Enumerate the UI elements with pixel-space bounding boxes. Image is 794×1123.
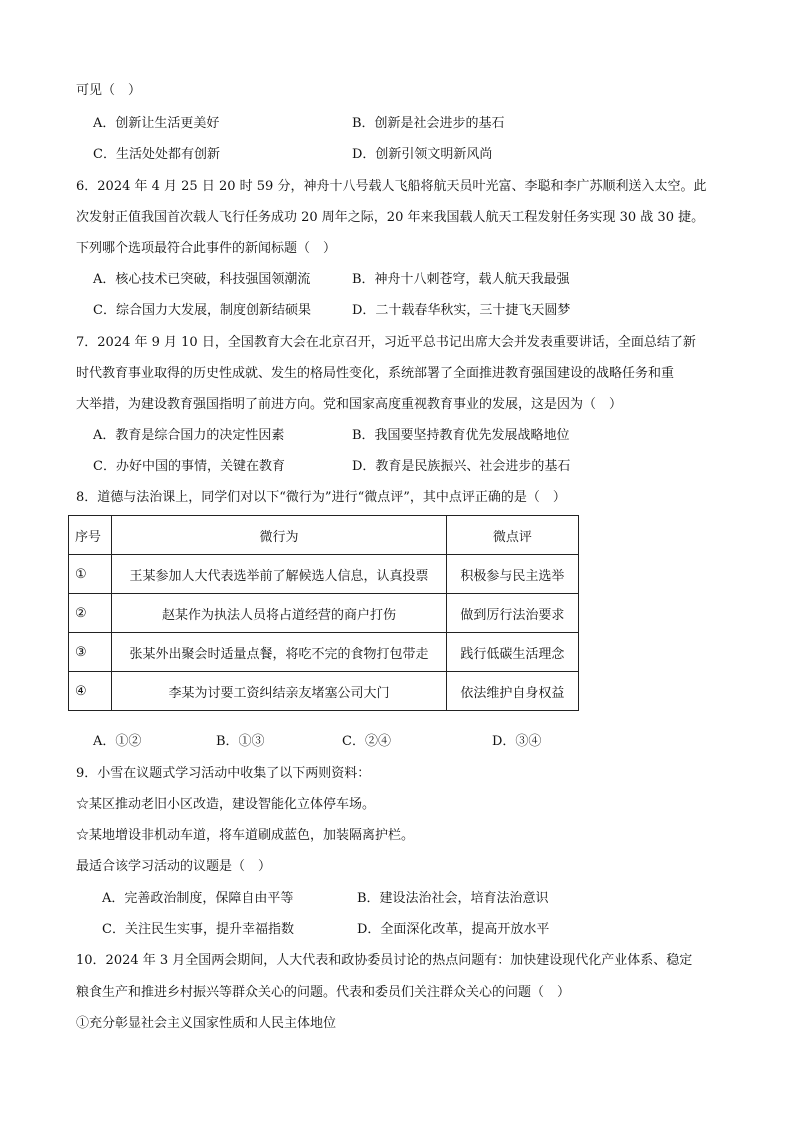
q8-option-b: B．①③: [216, 734, 265, 749]
q9-option-c: C．关注民生实事，提升幸福指数: [102, 922, 294, 937]
row-comment: 积极参与民主选举: [446, 555, 578, 594]
q7-stem-line-1: 7．2024 年 9 月 10 日，全国教育大会在北京召开，习近平总书记出席大会并发表重要讲话，全面总结了新: [76, 335, 696, 350]
row-index: ②: [69, 594, 112, 633]
header-behavior: 微行为: [112, 516, 446, 555]
q8-option-c: C．②④: [342, 734, 391, 749]
q5-option-b: B．创新是社会进步的基石: [352, 116, 505, 131]
q7-option-a: A．教育是综合国力的决定性因素: [93, 428, 285, 443]
header-index: 序号: [69, 516, 112, 555]
q9-stem-line-4: 最适合该学习活动的议题是（ ）: [76, 859, 272, 874]
q6-option-d: D．二十载春华秋实，三十捷飞天圆梦: [352, 303, 571, 318]
row-behavior: 赵某作为执法人员将占道经营的商户打伤: [112, 594, 446, 633]
row-comment: 做到厉行法治要求: [446, 594, 578, 633]
q9-option-b: B．建设法治社会，培育法治意识: [357, 891, 549, 906]
q7-option-d: D．教育是民族振兴、社会进步的基石: [352, 459, 571, 474]
row-index: ①: [69, 555, 112, 594]
q6-stem-line-2: 次发射正值我国首次载人飞行任务成功 20 周年之际，20 年来我国载人航天工程发射任务实现 30 战 30 捷。: [76, 210, 705, 225]
q7-option-b: B．我国要坚持教育优先发展战略地位: [352, 428, 570, 443]
table-row: [69, 555, 579, 594]
q8-table: [68, 515, 579, 711]
row-comment: 依法维护自身权益: [446, 672, 578, 711]
table-row: [69, 633, 579, 672]
q6-stem-line-3: 下列哪个选项最符合此事件的新闻标题（ ）: [76, 241, 337, 256]
q9-option-d: D．全面深化改革，提高开放水平: [357, 922, 550, 937]
row-behavior: 李某为讨要工资纠结亲友堵塞公司大门: [112, 672, 446, 711]
row-behavior: 王某参加人大代表选举前了解候选人信息，认真投票: [112, 555, 446, 594]
row-index: ③: [69, 633, 112, 672]
row-comment: 践行低碳生活理念: [446, 633, 578, 672]
q5-option-a: A．创新让生活更美好: [93, 116, 220, 131]
header-comment: 微点评: [446, 516, 578, 555]
q9-option-a: A．完善政治制度，保障自由平等: [102, 891, 294, 906]
q9-material-1: ☆某区推动老旧小区改造，建设智能化立体停车场。: [76, 797, 376, 812]
row-index: ④: [69, 672, 112, 711]
q10-statement-1: ①充分彰显社会主义国家性质和人民主体地位: [76, 1016, 337, 1031]
q10-stem-line-2: 粮食生产和推进乡村振兴等群众关心的问题。代表和委员们关注群众关心的问题（ ）: [76, 985, 571, 1000]
table-row: [69, 594, 579, 633]
q8-stem: 8．道德与法治课上，同学们对以下“微行为”进行“微点评”，其中点评正确的是（ ）: [76, 490, 566, 505]
q10-stem-line-1: 10．2024 年 3 月全国两会期间，人大代表和政协委员讨论的热点问题有：加快建设现代化产业体系、稳定: [76, 953, 693, 968]
q7-stem-line-2: 时代教育事业取得的历史性成就、发生的格局性变化，系统部署了全面推进教育强国建设的战略任务和重: [76, 366, 675, 381]
q6-option-b: B．神舟十八刺苍穹，载人航天我最强: [352, 272, 570, 287]
q6-stem-line-1: 6．2024 年 4 月 25 日 20 时 59 分，神舟十八号载人飞船将航天员叶光富、李聪和李广苏顺利送入太空。此: [76, 179, 707, 194]
row-behavior: 张某外出聚会时适量点餐，将吃不完的食物打包带走: [112, 633, 446, 672]
q6-option-c: C．综合国力大发展，制度创新结硕果: [93, 303, 311, 318]
q5-option-c: C．生活处处都有创新: [93, 147, 220, 162]
q8-option-d: D．③④: [492, 734, 542, 749]
q7-option-c: C．办好中国的事情，关键在教育: [93, 459, 285, 474]
table-header-row: [69, 516, 579, 555]
q6-option-a: A．核心技术已突破，科技强国领潮流: [93, 272, 311, 287]
q5-stem-tail: 可见（ ）: [76, 83, 142, 98]
table-row: [69, 672, 579, 711]
q8-option-a: A．①②: [93, 734, 142, 749]
q5-option-d: D．创新引领文明新风尚: [352, 147, 493, 162]
q9-stem-line-1: 9．小雪在议题式学习活动中收集了以下两则资料：: [76, 766, 371, 781]
q7-stem-line-3: 大举措，为建设教育强国指明了前进方向。党和国家高度重视教育事业的发展，这是因为（ ）: [76, 397, 623, 412]
q9-material-2: ☆某地增设非机动车道，将车道刷成蓝色，加装隔离护栏。: [76, 828, 415, 843]
